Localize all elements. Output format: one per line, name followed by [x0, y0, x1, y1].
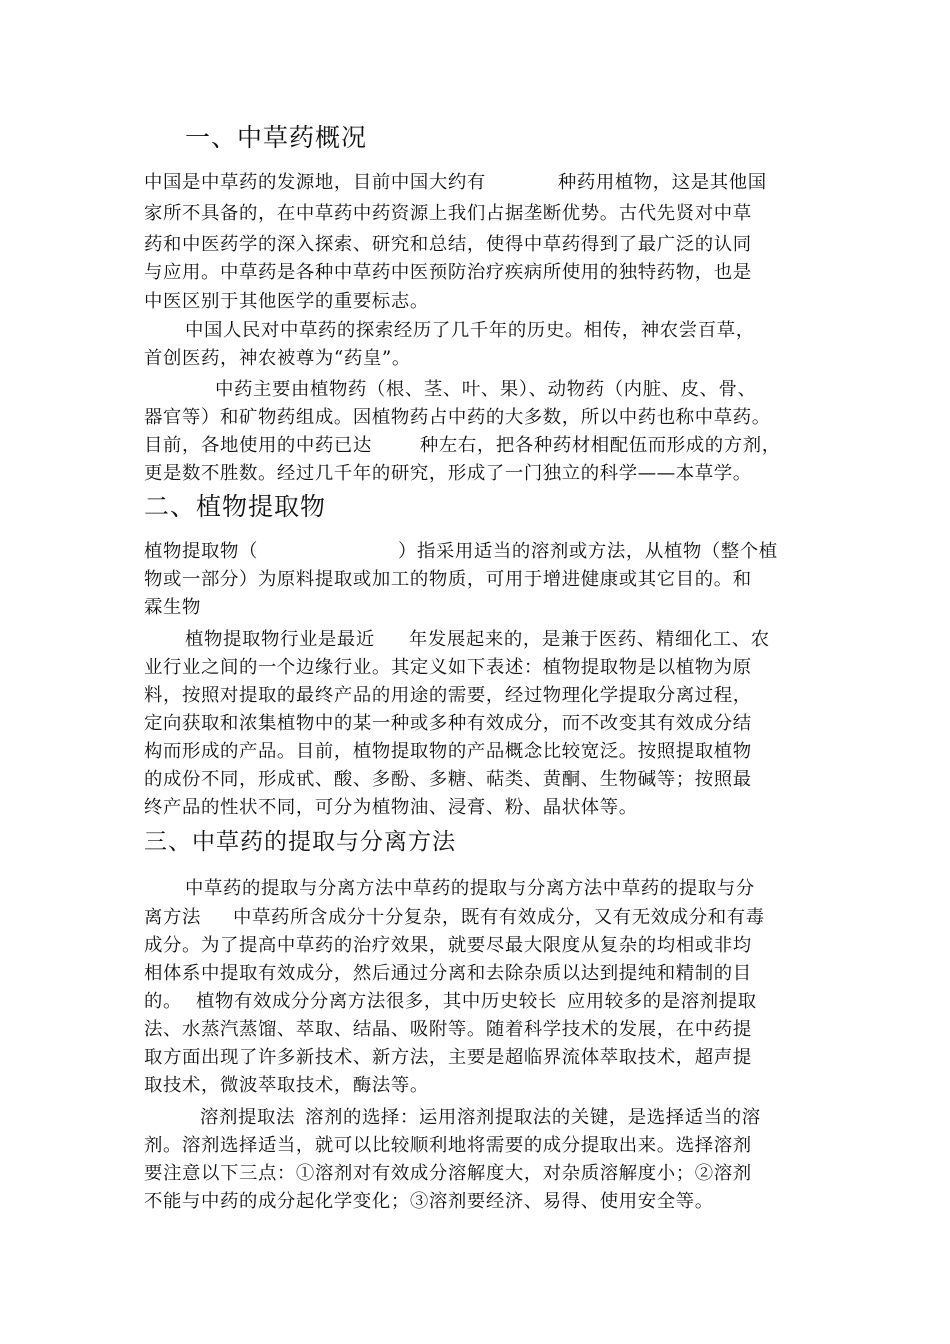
section-heading-2: 二、植物提取物 [144, 492, 327, 521]
paragraph-line: 料，按照对提取的最终产品的用途的需要，经过物理化学提取分离过程， [144, 685, 752, 706]
paragraph-line: 器官等）和矿物药组成。因植物药占中药的大多数，所以中药也称中草药。 [144, 407, 771, 428]
paragraph-line: 剂。溶剂选择适当，就可以比较顺利地将需要的成分提取出来。选择溶剂 [144, 1135, 752, 1156]
paragraph-line: 首创医药，神农被尊为“药皇”。 [144, 348, 411, 369]
paragraph-line: 中草药的提取与分离方法中草药的提取与分离方法中草药的提取与分 [185, 878, 755, 899]
paragraph-line: 构而形成的产品。目前，植物提取物的产品概念比较宽泛。按照提取植物 [144, 741, 752, 762]
text-span: ）指采用适当的溶剂或方法，从植物（整个植 [397, 541, 778, 562]
paragraph-line: 取方面出现了许多新技术、新方法，主要是超临界流体萃取技术，超声提 [144, 1047, 752, 1068]
paragraph-line: 定向获取和浓集植物中的某一种或多种有效成分，而不改变其有效成分结 [144, 713, 752, 734]
section-heading-1: 一、中草药概况 [185, 123, 368, 152]
paragraph-line: 家所不具备的，在中草药中药资源上我们占据垄断优势。古代先贤对中草 [144, 203, 752, 224]
text-span: 应用较多的是溶剂提取 [566, 991, 757, 1012]
paragraph-line [200, 1103, 761, 1129]
paragraph-line: 中药主要由植物药（根、茎、叶、果）、动物药（内脏、皮、骨、 [215, 379, 757, 400]
paragraph-line: 霖生物 [144, 597, 201, 618]
text-span: 目前，各地使用的中药已达 [144, 435, 372, 456]
text-span: 溶剂的选择：运用溶剂提取法的关键，是选择适当的溶 [304, 1107, 761, 1128]
text-span: 种左右，把各种药材相配伍而形成的方剂， [419, 435, 781, 456]
text-span: 中草药所含成分十分复杂，既有有效成分，又有无效成分和有毒 [232, 907, 765, 928]
paragraph-line: 终产品的性状不同，可分为植物油、浸膏、粉、晶状体等。 [144, 797, 638, 818]
text-span: 的。 [144, 991, 182, 1012]
paragraph-line [144, 168, 767, 194]
text-span: 离方法 [144, 907, 201, 928]
text-span: 植物有效成分分离方法很多，其中历史较长 [195, 991, 557, 1012]
paragraph-line: 不能与中药的成分起化学变化；③溶剂要经济、易得、使用安全等。 [144, 1191, 714, 1212]
paragraph-line: 的成份不同，形成甙、酸、多酚、多糖、萜类、黄酮、生物碱等；按照最 [144, 769, 752, 790]
paragraph-line: 要注意以下三点：①溶剂对有效成分溶解度大，对杂质溶解度小；②溶剂 [144, 1163, 752, 1184]
paragraph-line: 更是数不胜数。经过几千年的研究，形成了一门独立的科学——本草学。 [144, 463, 752, 484]
paragraph-line: 业行业之间的一个边缘行业。其定义如下表述：植物提取物是以植物为原 [144, 657, 752, 678]
paragraph-line: 成分。为了提高中草药的治疗效果，就要尽最大限度从复杂的均相或非均 [144, 935, 752, 956]
paragraph-line [144, 903, 765, 929]
paragraph-line: 中国人民对中草药的探索经历了几千年的历史。相传，神农尝百草， [185, 320, 755, 341]
text-span: 植物提取物（ [144, 541, 258, 562]
paragraph-line: 取技术，微波萃取技术，酶法等。 [144, 1075, 429, 1096]
paragraph-line: 物或一部分）为原料提取或加工的物质，可用于增进健康或其它目的。和 [144, 569, 752, 590]
text-span: 植物提取物行业是最近 [185, 629, 375, 650]
text-span: 年发展起来的，是兼于医药、精细化工、农 [408, 629, 770, 650]
paragraph-line: 相体系中提取有效成分，然后通过分离和去除杂质以达到提纯和精制的目 [144, 963, 752, 984]
text-span: 溶剂提取法 [200, 1107, 295, 1128]
paragraph-line: 中医区别于其他医学的重要标志。 [144, 291, 429, 312]
paragraph-line [144, 431, 781, 457]
paragraph-line: 药和中医药学的深入探索、研究和总结，使得中草药得到了最广泛的认同 [144, 234, 752, 255]
paragraph-line [185, 625, 770, 651]
section-heading-3: 三、中草药的提取与分离方法 [144, 829, 456, 855]
text-span: 种药用植物，这是其他国 [557, 172, 767, 193]
paragraph-line: 法、水蒸汽蒸馏、萃取、结晶、吸附等。随着科学技术的发展，在中药提 [144, 1019, 752, 1040]
paragraph-line: 与应用。中草药是各种中草药中医预防治疗疾病所使用的独特药物，也是 [144, 262, 752, 283]
paragraph-line [144, 537, 778, 563]
paragraph-line [144, 987, 757, 1013]
text-span: 中国是中草药的发源地，目前中国大约有 [144, 172, 486, 193]
